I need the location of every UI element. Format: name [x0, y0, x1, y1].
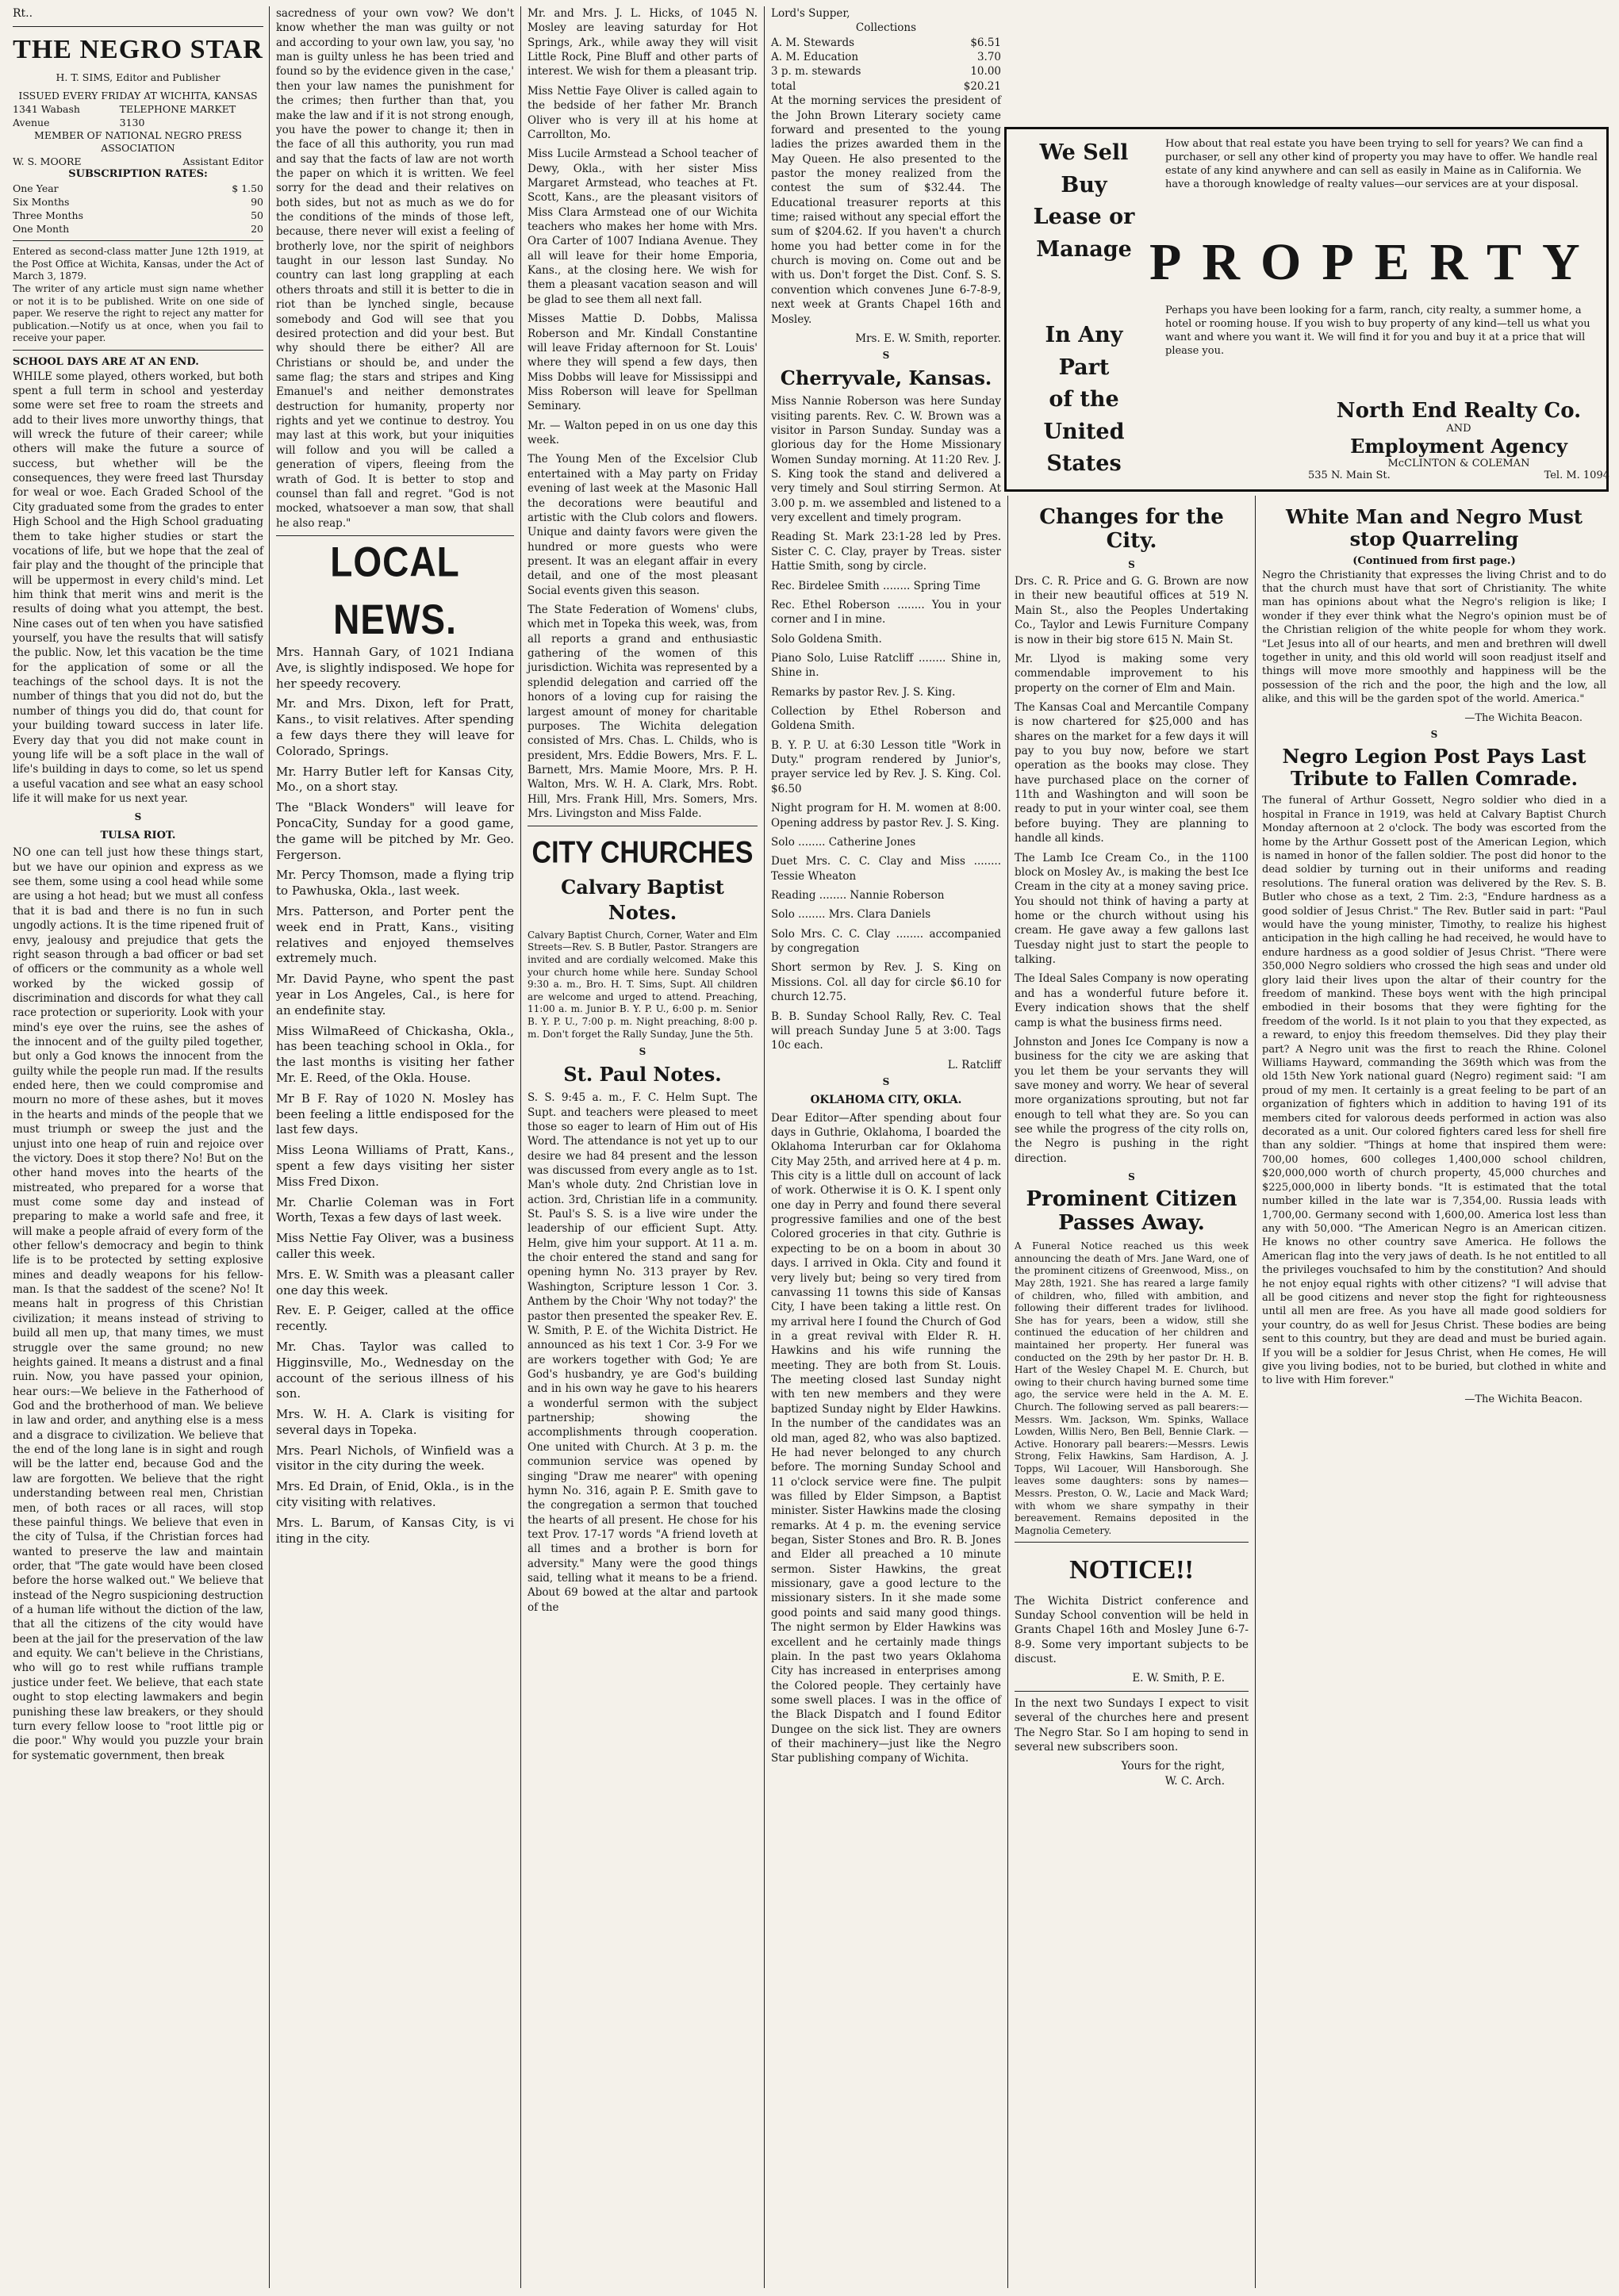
- ad-company: [1308, 399, 1609, 481]
- notice-article: The Wichita District conference and Sunday School convention will be held in Grants Chapel 16th and Mosley June 6-7-8-9. Some very important subjects to be discust.: [1015, 1594, 1249, 1666]
- list-item: Miss Nettie Faye Oliver is called again to the bedside of her father Mr. Branch Oliver who is very ill at his home at Carrollton, Mo.: [528, 84, 758, 141]
- entered-notice: Entered as second-class matter June 12th 1919, at the Post Office at Wichita, Kansas, under the Act of March 3, 1879.: [13, 246, 263, 282]
- ad-top-copy: How about that real estate you have been trying to sell for years? We can find a purchaser, or sell any other kind of property you may have to offer. We handle real estate of any kind anywhere and can sell as easily in Maine as in California. We have a thorough knowledge of realty values—our services are at your disposal.: [1165, 138, 1598, 191]
- list-item: Mrs. Ed Drain, of Enid, Okla., is in the city visiting with relatives.: [276, 1479, 514, 1510]
- cherryvale-headline: Cherryvale, Kansas.: [780, 366, 992, 389]
- section-mark: S: [1128, 1171, 1135, 1183]
- st-paul-continued: At the morning services the president of the John Brown Literary society came forward and presented to the young ladies the prizes awarded them in the May Queen. He also presented to the pastor the money realized from the contest the sum of $32.44. The Educational treasurer reports at this time; raised without any special effort the sum of $204.62. If you haven't a church home you had better come in for the church is moving on. Come out and be with us. Don't forget the Dist. Conf. S. S. convention which convenes June 6-7-8-9, next week at Grants Chapel 16th and Mosley.: [771, 94, 1001, 326]
- list-item: Mrs. Patterson, and Porter pent the week end in Pratt, Kans., visiting relatives and enjoyed themselves extremely much.: [276, 903, 514, 966]
- list-item: B. Y. P. U. at 6:30 Lesson title "Work in Duty." program rendered by Junior's, prayer service led by Rev. J. S. King. Col. $6.50: [771, 738, 1001, 795]
- notice-signature: E. W. Smith, P. E.: [1132, 1672, 1225, 1685]
- list-item: Mr. David Payne, who spent the past year in Los Angeles, Cal., is here for an endefinite stay.: [276, 972, 514, 1018]
- list-item: Mrs. Hannah Gary, of 1021 Indiana Ave, is slightly indisposed. We hope for her speedy recovery.: [276, 645, 514, 691]
- subscription-rates: [13, 182, 263, 236]
- letter-signature: W. C. Arch.: [1164, 1774, 1225, 1788]
- prominent-citizen-headline: Prominent Citizen Passes Away.: [1026, 1187, 1237, 1236]
- real-estate-advertisement: [1004, 127, 1609, 492]
- rate-row: Six Months 90: [13, 196, 263, 209]
- list-item: Mrs. Pearl Nichols, of Winfield was a visitor in the city during the week.: [276, 1443, 514, 1474]
- calvary-headline: Calvary Baptist Notes.: [561, 875, 724, 925]
- cherryvale-article: Miss Nannie Roberson was here Sunday visiting parents. Rev. C. W. Brown was a visitor in Parson Sunday. Sunday was a glorious day for the Home Missionary Women Sunday morning. At 11:20 Rev. J. S. King took the stand and delivered a very timely and Soul stirring Sermon. At 3.00 p. m. we assembled and listened to a very excellent and timely program.: [771, 395, 1001, 525]
- list-item: Reading ........ Nannie Roberson: [771, 888, 945, 902]
- list-item: Rec. Birdelee Smith ........ Spring Time: [771, 579, 981, 592]
- list-item: Mr B F. Ray of 1020 N. Mosley has been feeling a little endisposed for the last few days.: [276, 1091, 514, 1137]
- tulsa-riot-article: NO one can tell just how these things start, but we have our opinion and express as we see them, some using a cool head while some are using a hot head; but we must all confess that it is bad and there is no fun in such ungodly actions. It is the time ripened fruit of envy, jealousy and prejudice that gets the right season through a bad officer or bad set of officers or the community as a whole well worked by the wicked gossip of discrimination and discords for what they call race protection or superiority. Look with your mind's eye over the ruins, see the ashes of the innocent and of the guilty piled together, but only a God knows the innocent from the guilty while the people run mad. If the results ended here, then we could compromise and mourn no more of these ashes, but it moves in the hearts and minds of the people that we must triumph or sweep the just and the unjust into one heap of ruin and rejoice over the victory. Does it stop there? No! But on the other hand moves into the hearts of the mistreated, who prepared for a worse that must come some day and instead of preparing to make a world safe and free, it will make a people afraid of every form of the other fellow's democracy and begin to think life is to be protected by setting explosive mines and deadly weapons for his fellow-man. Is that the saddest of the scene? No! It means halt in progress of this Christian civilization; it means instead of striving to build all men up, that many times, we must struggle over the same ground; no new heights gained. It means a distrust and a final ruin. Now, you have passed your opinion, hear ours:—We believe in the Fatherhood of God and the brotherhood of man. We believe in law and order, and anything else is a mess and a disgrace to civilization. We believe that the end of the long lane is in sight and rough will be the latter end, because God and the law are forgotten. We believe that the right understanding between real men, Christian men, of both races or all races, will stop these painful things. We believe that even in the city of Tulsa, if the Christian forces had wanted to preserve the law and maintain order, that "The gate would have been closed before the horse walked out." We believe that instead of the Negro suspicioning destruction of a human life without the diction of the law, that all the citizens of the city would have been at the jail for the preservation of the law and equity. We can't believe in the Christians, who will go to rest while ruffians trample justice under feet. We believe, that each state ought to stop electing lawmakers and begin punishing these law breakers, or they should turn every fellow loose to "root little pig or die poor." Why would you puzzle your brain for systematic government, then break: [13, 846, 263, 1762]
- list-item: Mr. — Walton peped in on us one day this week.: [528, 419, 758, 447]
- ad-address: 535 N. Main St.: [1308, 470, 1391, 481]
- ad-owners: McCLINTON & COLEMAN: [1387, 458, 1530, 470]
- divider: [13, 350, 263, 351]
- list-item: Rev. E. P. Geiger, called at the office recently.: [276, 1303, 514, 1334]
- white-man-negro-headline: White Man and Negro Must stop Quarreling: [1286, 505, 1583, 550]
- masthead-editor: H. T. SIMS, Editor and Publisher: [56, 71, 221, 84]
- list-item: Remarks by pastor Rev. J. S. King.: [771, 685, 956, 699]
- white-man-negro-article: Negro the Christianity that expresses the living Christ and to do that the church must have that sort of Christianity. The white man has opinions about what the Negro's religion is like; I wonder if they ever think what the Negro's opinion must be of the Christian religion of the white people for whom they work. "Let Jesus into all of our hearts, and men and brethren will dwell together in unity, and this old world will soon readjust itself and things will move more smoothly and happiness will be the possession of the rich and the poor, the high and the low, all alike, and this will be the garden spot of the world. America.": [1262, 569, 1606, 706]
- rate-row: One Month 20: [13, 223, 263, 236]
- ad-line: We Sell: [1039, 140, 1129, 165]
- list-item: Miss WilmaReed of Chickasha, Okla., has been teaching school in Okla., for the last months is visiting her father Mr. E. Reed, of the Okla. House.: [276, 1023, 514, 1085]
- masthead-member: MEMBER OF NATIONAL NEGRO PRESS ASSOCIATION: [34, 128, 242, 155]
- ad-company-name: North End Realty Co.: [1336, 399, 1582, 423]
- tulsa-riot-headline: TULSA RIOT.: [100, 829, 176, 841]
- ad-property-word: PROPERTY: [1149, 233, 1601, 291]
- notice-headline: NOTICE!!: [1069, 1555, 1194, 1585]
- beacon-credit: —The Wichita Beacon.: [1464, 711, 1583, 724]
- reporter-signature: Mrs. E. W. Smith, reporter.: [855, 332, 1001, 345]
- list-item: The Kansas Coal and Mercantile Company is now chartered for $25,000 and has shares on the market for a few days it will pay to you buy now, before we start operation as the books may close. They have purchased place on the corner of 11th and Washington and will soon be ready to put in your winter coal, see them before buying. They are planning to handle all kinds.: [1015, 700, 1249, 845]
- list-item: The State Federation of Womens' clubs, which met in Topeka this week, was, from all reports a grand and enthusiastic gathering of the women of this jurisdiction. Wichita was represented by a splendid delegation and carried off the honors of a loving cup for raising the largest amount of money for charitable purposes. The Wichita delegation consisted of Mrs. Chas. L. Childs, who is president, Mrs. Eddie Bowers, Mrs. F. L. Barnett, Mrs. Mamie Moore, Mrs. P. H. Walton, Mrs. W. H. A. Clark, Mrs. Robt. Hill, Mrs. Frank Hill, Mrs. Somers, Mrs. Mrs. Livingston and Miss Falde.: [528, 604, 758, 821]
- list-item: Night program for H. M. women at 8:00. Opening address by pastor Rev. J. S. King.: [771, 802, 1001, 830]
- oklahoma-city-headline: OKLAHOMA CITY, OKLA.: [810, 1094, 962, 1107]
- subscription-rates-head: SUBSCRIPTION RATES:: [68, 168, 208, 181]
- section-mark: S: [882, 350, 890, 362]
- column-rule: [764, 6, 765, 2288]
- divider: [13, 26, 263, 27]
- list-item: Mrs. E. W. Smith was a pleasant caller one day this week.: [276, 1267, 514, 1297]
- list-item: Collection by Ethel Roberson and Goldena Smith.: [771, 705, 1001, 733]
- list-item: Short sermon by Rev. J. S. King on Missions. Col. all day for circle $6.10 for church 12.75.: [771, 961, 1001, 1004]
- st-paul-headline: St. Paul Notes.: [563, 1062, 722, 1086]
- local-news-headline: LOCAL NEWS.: [330, 538, 460, 643]
- section-mark: S: [134, 811, 142, 823]
- ad-line: Lease or: [1033, 205, 1135, 229]
- masthead-phone: TELEPHONE MARKET 3130: [119, 102, 236, 128]
- ad-agency-name: Employment Agency: [1350, 435, 1567, 458]
- list-item: Mr. and Mrs. J. L. Hicks, of 1045 N. Mosley are leaving saturday for Hot Springs, Ark., while away they will visit Little Rock, Pine Bluff and other parts of interest. We wish for them a pleasant trip.: [528, 7, 758, 79]
- column-rule: [1007, 496, 1008, 2288]
- list-item: The Ideal Sales Company is now operating and has a wonderful future before it. Every indication shows that the shelf camp is what the business firms need.: [1015, 972, 1249, 1029]
- list-item: Miss Nettie Fay Oliver, was a business caller this week.: [276, 1231, 514, 1261]
- ledger-row: total $20.21: [771, 79, 1001, 93]
- ad-line: In Any: [1045, 323, 1123, 347]
- column-6: [1257, 501, 1611, 2288]
- ad-line: United: [1043, 419, 1125, 444]
- list-item: Solo ........ Catherine Jones: [771, 835, 916, 849]
- ledger-row: 3 p. m. stewards 10.00: [771, 65, 1001, 79]
- collections-ledger: [771, 36, 1001, 94]
- collections-label: Collections: [855, 21, 917, 35]
- prominent-citizen-article: A Funeral Notice reached us this week announcing the death of Mrs. Jane Ward, one of the prominent citizens of Greenwood, Miss., on May 28th, 1921. She has reared a large family of children, who, filled with ambition, and following their different trades for livlihood. She has for years, been a widow, still she continued the education of her children and maintained her property. Her funeral was conducted on the 29th by her pastor Dr. H. B. Hart of the Wesley Chapel M. E. Church, but owing to their church having burned some time ago, the service were held in the A. M. E. Church. The following served as pall bearers:—Messrs. Wm. Jackson, Wm. Spinks, Wallace Lowden, Willis Nero, Ben Bell, Bennie Clark. —Active. Honorary pall bearers:—Messrs. Lewis Strong, Felix Hawkins, Sam Hardison, A. J. Topps, Wil Lacouer, Will Hansborough. She leaves some daughters: sons by names—Messrs. Preston, O. W., Lacie and Mack Ward; with whom we share sympathy in their bereavement. Remains deposited in the Magnolia Cemetery.: [1015, 1240, 1249, 1536]
- list-item: Misses Mattie D. Dobbs, Malissa Roberson and Mr. Kindall Constantine will leave Friday afternoon for St. Louis' where they will spend a few days, then Miss Dobbs will leave for Mississippi and Miss Roberson will leave for Spellman Seminary.: [528, 312, 758, 413]
- list-item: Johnston and Jones Ice Company is now a business for the city we are asking that you let them be your servants they will save money and worry. We hear of several more organizations sprouting, but not far enough to tell what they are. So you can see while the progress of the city rolls on, the Negro is pushing in the right direction.: [1015, 1035, 1249, 1165]
- lords-supper-line: Lord's Supper,: [771, 7, 850, 20]
- school-days-headline: SCHOOL DAYS ARE AT AN END.: [13, 355, 199, 368]
- list-item: Drs. C. R. Price and G. G. Brown are now in their new beautiful offices at 519 N. Main St., also the Peoples Undertaking Co., Taylor and Lewis Furniture Company is now in their big store 615 N. Main St.: [1015, 575, 1249, 646]
- list-item: Miss Leona Williams of Pratt, Kans., spent a few days visiting her sister Miss Fred Dixon.: [276, 1143, 514, 1189]
- ad-and: AND: [1446, 423, 1471, 435]
- divider: [1015, 1691, 1249, 1692]
- st-paul-article: S. S. 9:45 a. m., F. C. Helm Supt. The Supt. and teachers were pleased to meet those so eager to learn of Him out of His Word. The attendance is not yet up to our desire we had 84 present and the lesson was discussed from every angle as to 1st. Man's whole duty. 2nd Christian love in action. 3rd, Christian life in a community. St. Paul's S. S. is a live wire under the leadership of our efficient Supt. Atty. Helm, give him your support. At 11 a. m. the choir entered the stand and sang for opening hymn No. 313 prayer by Rev. Washington, Scripture lesson 1 Cor. 3. Anthem by the Choir 'Why not today?' the pastor then presented the speaker Rev. E. W. Smith, P. E. of the Wichita District. He announced as his text 1 Cor. 3-9 For we are workers together with God; Ye are God's husbandry, ye are God's building and in his own way he gave to his hearers a wonderful sermon with the subject partnership; showing the accomplishments through cooperation. One united with Church. At 3 p. m. the communion service was opened by singing "Draw me nearer" with opening hymn No. 316, again P. E. Smith gave to the congregation a sermon that touched the hearts of all present. He chose for his text Prov. 17-17 words "A friend loveth at all times and a brother is born for adversity." Many were the good things said, telling what it means to be a friend. About 69 bowed at the altar and partook of the: [528, 1091, 758, 1614]
- divider: [13, 240, 263, 241]
- column-1: [8, 6, 268, 2288]
- ad-line: Buy: [1061, 172, 1107, 197]
- cherryvale-program: [771, 530, 1001, 1052]
- list-item: Mrs. L. Barum, of Kansas City, is vi iting in the city.: [276, 1515, 514, 1546]
- ad-line: Part: [1058, 355, 1110, 380]
- list-item: The Lamb Ice Cream Co., in the 1100 block on Mosley Av., is making the best Ice Cream in the city at a money saving price. You should not think of having a party at home or the church without using his cream. He gave away a few gallons last Tuesday night just to start the people to talking.: [1015, 851, 1249, 967]
- continued-note: (Continued from first page.): [1352, 555, 1516, 568]
- oklahoma-city-article: Dear Editor—After spending about four days in Guthrie, Oklahoma, I boarded the Oklahoma Interurban car for Oklahoma City May 25th, and arrived here at 4 p. m. This city is a little dull on account of lack of work. Otherwise it is O. K. I spent only one day in Perry and found there several progressive families and one of the best Colored groceries in that city. Guthrie is expecting to be on a boom in about 30 days. I arrived in Okla. City and found it very lively but; being so very tired from canvassing 11 towns this side of Kansas City, I have been taking a little rest. On my arrival here I found the Church of God in a great revival with Elder R. H. Hawkins and his wife running the meeting. They are both from St. Louis. The meeting closed last Sunday night with ten new members and they were baptized Sunday night by Elder Hawkins. In the number of the candidates was an old man, aged 82, who was also baptized. He had never belonged to any church before. The morning Sunday School and 11 o'clock service were fine. The pulpit was filled by Elder Simpson, a Baptist minister. Sister Hawkins made the closing remarks. At 4 p. m. the evening service began, Sister Stones and Bro. R. B. Jones and Elder all preached a 10 minute sermon. Sister Hawkins, the great missionary, gave a good lecture to the missionary sisters. In it she made some good points and said many good things. The night sermon by Elder Hawkins was excellent and he certainly made things plain. In the past two years Oklahoma City has increased in enterprises among the Colored people. They certainly have some swell places. I was in the office of the Black Dispatch and I found Editor Dungee on the sick list. They are owners of their machinery—just like the Negro Star publishing company of Wichita.: [771, 1111, 1001, 1765]
- rate-row: Three Months 50: [13, 209, 263, 222]
- calvary-article: Calvary Baptist Church, Corner, Water and Elm Streets—Rev. S. B Butler, Pastor. Strangers are invited and are cordially welcomed. Make this your church home while here. Sunday School 9:30 a. m., Bro. H. T. Sims, Supt. All children are welcome and urged to attend. Preaching, 11:00 a. m. Junior B. Y. P. U., 6:00 p. m. Senior B. Y. P. U., 7:00 p. m. Night preaching, 8:00 p. m. Don't forget the Rally Sunday, June the 5th.: [528, 929, 758, 1040]
- list-item: Piano Solo, Luise Ratcliff ........ Shine in, Shine in.: [771, 651, 1001, 680]
- list-item: Mr. Harry Butler left for Kansas City, Mo., on a short stay.: [276, 764, 514, 795]
- local-news-list: [276, 645, 514, 1547]
- list-item: Mr. Percy Thomson, made a flying trip to Pawhuska, Okla., last week.: [276, 868, 514, 899]
- column-5: [1010, 501, 1253, 2288]
- list-item: Solo Mrs. C. C. Clay ........ accompanied by congregation: [771, 927, 1001, 956]
- masthead-address: 1341 Wabash Avenue: [13, 102, 80, 128]
- ledger-row: A. M. Stewards $6.51: [771, 36, 1001, 49]
- column-rule: [520, 6, 521, 2288]
- assistant-editor-name: W. S. MOORE: [13, 155, 82, 168]
- list-item: Duet Mrs. C. C. Clay and Miss ........ Tessie Wheaton: [771, 855, 1001, 883]
- column-2: [271, 6, 519, 2288]
- list-item: B. B. Sunday School Rally, Rev. C. Teal will preach Sunday June 5 at 3:00. Tags 10c each.: [771, 1010, 1001, 1052]
- masthead-issued: ISSUED EVERY FRIDAY AT WICHITA, KANSAS: [18, 89, 258, 102]
- column-rule: [269, 6, 270, 2288]
- ad-line: of the: [1049, 387, 1119, 412]
- city-churches-headline: CITY CHURCHES: [531, 835, 754, 871]
- list-item: Mr. Llyod is making some very commendable improvement to his property on the corner of Elm and Main.: [1015, 652, 1249, 695]
- ratcliff-signature: L. Ratcliff: [947, 1058, 1001, 1071]
- writer-note: The writer of any article must sign name whether or not it is to be published. Write on one side of paper. We reserve the right to reject any matter for publication.—Notify us at once, when you fail to receive your paper.: [13, 282, 263, 344]
- list-item: Miss Lucile Armstead a School teacher of Dewy, Okla., with her sister Miss Margaret Armstead, who teaches at Ft. Scott, Kans., are the pleasant visitors of Miss Clara Armstead one of our Wichita teachers who makes her home with Mrs. Ora Carter of 1007 Indiana Avenue. They all will leave for their home Emporia, Kans., at the closing here. We wish for them a pleasant vacation season and will be glad to see them all next fall.: [528, 148, 758, 306]
- ad-telephone: Tel. M. 1094: [1544, 470, 1609, 481]
- section-mark: S: [882, 1075, 890, 1087]
- column-4: [766, 6, 1006, 2288]
- column-rule: [1255, 496, 1256, 2288]
- list-item: Reading St. Mark 23:1-28 led by Pres. Sister C. C. Clay, prayer by Treas. sister Hattie Smith, song by circle.: [771, 531, 1001, 573]
- section-mark: S: [1430, 729, 1438, 741]
- section-mark: S: [639, 1046, 646, 1058]
- ad-left-panel: [1015, 137, 1153, 476]
- column-3: [523, 6, 762, 2288]
- ad-bottom-copy: Perhaps you have been looking for a farm, ranch, city realty, a summer home, a hotel or rooming house. If you wish to buy property of any kind—tell us what you want and where you want it. We will find it for you and buy it at a price that will please you.: [1165, 305, 1590, 358]
- list-item: Solo Goldena Smith.: [771, 632, 882, 646]
- changes-headline: Changes for the City.: [1039, 505, 1224, 553]
- school-days-article: WHILE some played, others worked, but both spent a full term in school and yesterday some were set free to roam the streets and add to their lives more unworthy things, that will wreck the future of their career; while others will make the future a source of success, but whether will be the consequences, they were freed last Thursday for weal or woe. Each Graded School of the City graduated some from the grades to enter High School and the High School graduating them to take higher studies or start the vocations of life, but we hope that the zeal of fair play and the thought of the principle that will be uppermost in every child's mind. Let him think that merit wins and merit is the results of doing what you attempt, the best. Nine cases out of ten when you have satisfied yourself, you have the results that will satisfy the public. Now, let this vacation be the time for the application of some or all the teachings of the school days. It is not the number of things that you did not do, but the number of things you did do, that count for your building toward success in later life. Every day that you did not make count in young life will be a soft place in the wall of life's building in days to come, so let us spend a useful vacation and see what an easy school life it will make for us next year.: [13, 370, 263, 805]
- list-item: Rec. Ethel Roberson ........ You in your corner and I in mine.: [771, 598, 1001, 627]
- list-item: Mrs. W. H. A. Clark is visiting for several days in Topeka.: [276, 1407, 514, 1437]
- section-mark: S: [1128, 558, 1135, 570]
- ledger-row: A. M. Education 3.70: [771, 51, 1001, 64]
- legion-article: The funeral of Arthur Gossett, Negro soldier who died in a hospital in France in 1919, was held at Calvary Baptist Church Monday afternoon at 2 o'clock. The body was escorted from the home by the Arthur Gossett post of the American Legion, which is named in honor of the fallen soldier. The post did honor to the dead soldier by turning out in their uniforms and reading resolutions. The funeral oration was delivered by the Rev. S. B. Butler who chose as a text, 2 Tim. 2:3, "Endure hardness as a good soldier of Jesus Christ." The Rev. Butler said in part: "Paul would have the young minister, Timothy, to realize his highest anticipation in the high calling he had received, he would have to endure hardness as a good soldier of Jesus Christ. "There were 350,000 Negro soldiers who crossed the high seas and under old glory laid their lives upon the altar of their country for the freedom of mankind. These boys went with the high principal embodied in their bosoms that they were fighting for the freedom of the world. Is it not plain to you that they expected, as a reward, to enjoy this freedom themselves. Did they play their part? A Negro unit was the first to reach the Rhine. Colonel Williams Hayward, commanding the 369th which was from the old 15th New York national guard (Negro) regiment said: "I am proud of my men. It certainly is a great feeling to be part of an organization of fighters which in addition to having 191 of its members cited for valorous deeds performed in action was also decorated as a unit. Our colored fighters cared less for shell fire than any soldier. "Things at home that inspired them were: 700,00 homes, 600 colleges 1,400,000 school children, $20,000,000 worth of church property, 45,000 churches and $225,000,000 in liberty bonds. "It is estimated that the total number killed in the late war is 7,354,00. Russia leads with 1,700,00. Germany second with 1,600,00. America lost less than any with 50,000. "The American Negro is an American citizen. He knows no other country save America. He follows the American flag into the very jaws of death. Is he not entitled to all the privileges vouchsafed to him by the constitution? And should he not enjoy equal rights with other citizens? "I will advise that all be good citizens and never stop the fight for righteousness until all men are free. As you have all made good soldiers for your country, do as well for Jesus Christ. These bodies are being sent to this country, but they are dead and must be buried again. If you will be a soldier for Jesus Christ, when He comes, He will give you living bodies, not to be buried, but clothed in white and to live with Him forever.": [1262, 795, 1606, 1387]
- list-item: Mr. and Mrs. Dixon, left for Pratt, Kans., to visit relatives. After spending a few days there they will leave for Colorado, Springs.: [276, 696, 514, 758]
- list-item: Mr. Charlie Coleman was in Fort Worth, Texas a few days of last week.: [276, 1194, 514, 1225]
- ad-line: Manage: [1036, 236, 1132, 262]
- masthead-title: THE NEGRO STAR: [13, 35, 263, 65]
- list-item: The Young Men of the Excelsior Club entertained with a May party on Friday evening of last week at the Masonic Hall the decorations were beautiful and artistic with the Club colors and flowers. Unique and dainty favors were given the hundred or more guests who were present. It was an elegant affair in every detail, and one of the most pleasant Social events given this season.: [528, 453, 758, 597]
- letter-body: In the next two Sundays I expect to visit several of the churches here and present The Negro Star. So I am hoping to send in several new subscribers soon.: [1015, 1696, 1249, 1754]
- list-item: The "Black Wonders" will leave for PoncaCity, Sunday for a good game, the game will be pitched by Mr. Geo. Fergerson.: [276, 800, 514, 862]
- corner-mark: Rt..: [13, 7, 33, 20]
- list-item: Solo ........ Mrs. Clara Daniels: [771, 908, 931, 922]
- divider: [1015, 1542, 1249, 1543]
- rate-row: One Year $ 1.50: [13, 182, 263, 195]
- tulsa-riot-continued: sacredness of your own vow? We don't know whether the man was guilty or not and according to your own law, you say, 'no man is guilty unless he has been tried and found so by the evidence given in the case,' then your law names the punishment for the crimes; then further than that, you make the law and if it is not strong enough, you have the power to change it; then in the face of all this authority, you run mad and say that the facts of law are not worth the paper on which it is written. We feel sorry for the dead and their relatives on both sides, but not as much as we do for the conditions of the minds of those left, because, there never will exist a feeling of brotherly love, nor the spirit of neighbors taught in our lesson last Sunday. No country can last long grappling at each others throats and still it is better to die in riot than be lynched single, because somebody and God will see that you desired protection and did your best. But why should there be either? All are Christians or should be, and under the same flag; the stars and stripes and King Emanuel's and neither demonstrates destruction for humanity, property nor rights and yet we continue to destroy. You may last at this work, but your iniquities will follow and you will be called a generation of vipers, fleeing from the wrath of God. It is better to stop and counsel than fall and regret. "God is not mocked, whatsoever a man sow, that shall he also reap.": [276, 7, 514, 530]
- ad-line: States: [1046, 451, 1122, 476]
- legion-headline: Negro Legion Post Pays Last Tribute to Fallen Comrade.: [1282, 745, 1586, 790]
- list-item: Mr. Chas. Taylor was called to Higginsville, Mo., Wednesday on the account of the serious illness of his son.: [276, 1339, 514, 1401]
- assistant-editor-title: Assistant Editor: [182, 155, 263, 168]
- beacon-credit: —The Wichita Beacon.: [1464, 1393, 1583, 1405]
- letter-close: Yours for the right,: [1121, 1760, 1225, 1773]
